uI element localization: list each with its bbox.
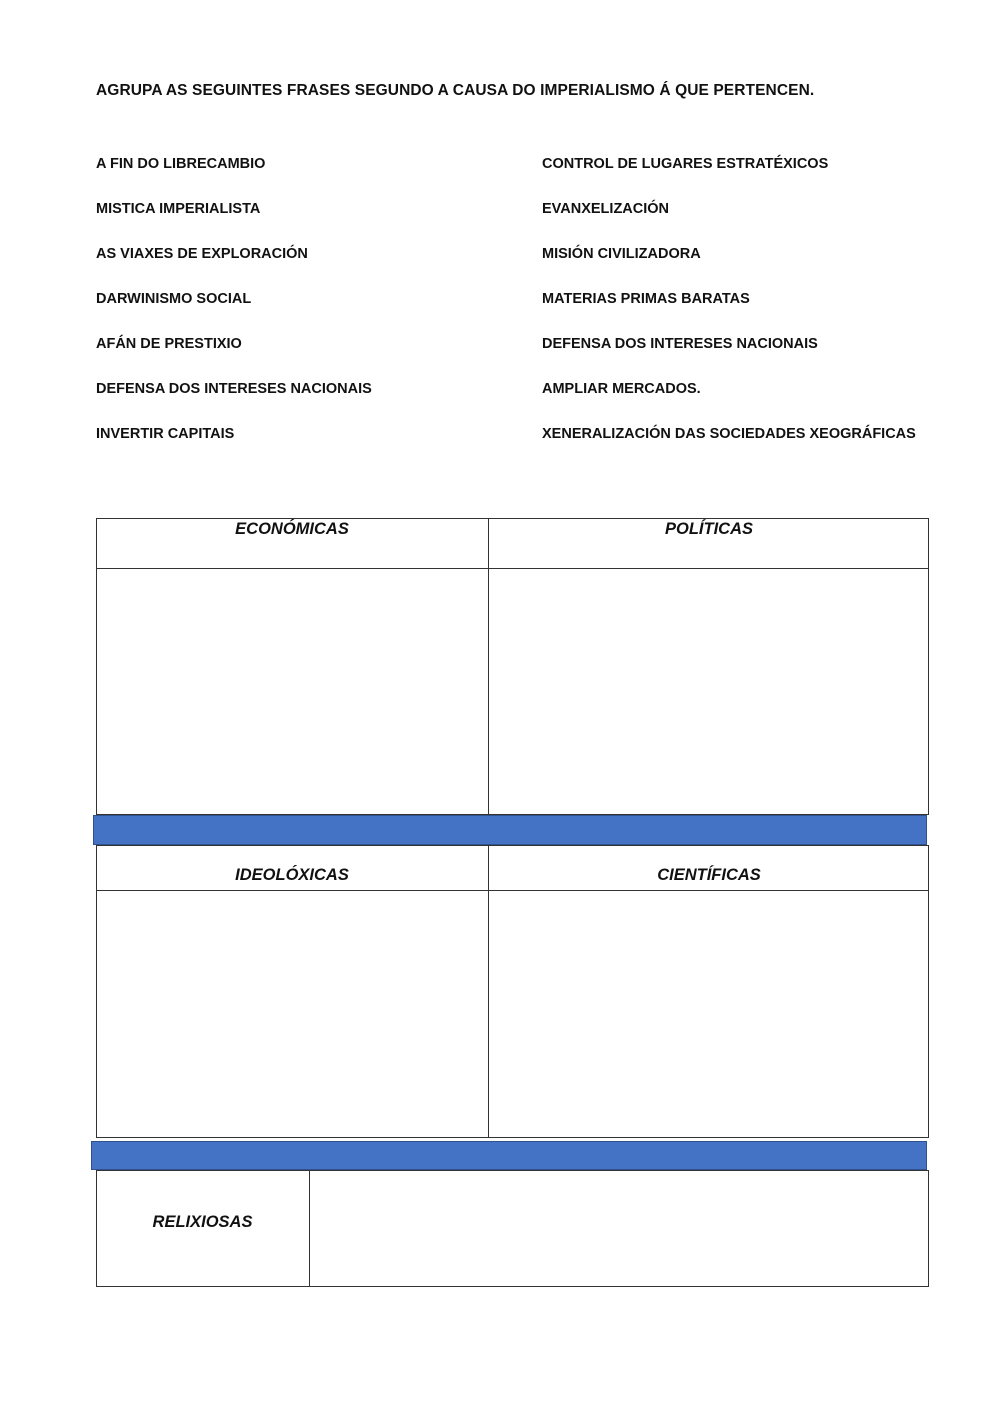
phrase-item[interactable]: CONTROL DE LUGARES ESTRATÉXICOS — [542, 156, 829, 172]
header-cientificas: CIENTÍFICAS — [657, 866, 761, 884]
drop-zone-economicas[interactable] — [97, 569, 487, 814]
phrase-item[interactable]: AMPLIAR MERCADOS. — [542, 381, 701, 397]
phrase-item[interactable]: MISTICA IMPERIALISTA — [96, 201, 261, 217]
header-politicas: POLÍTICAS — [664, 520, 753, 538]
header-economicas: ECONÓMICAS — [235, 520, 349, 538]
header-relixiosas: RELIXIOSAS — [152, 1213, 253, 1231]
header-ideoloxicas: IDEOLÓXICAS — [235, 866, 349, 884]
phrase-item[interactable]: DEFENSA DOS INTERESES NACIONAIS — [96, 381, 372, 397]
drop-zone-cientificas[interactable] — [489, 891, 928, 1137]
phrase-item[interactable]: DEFENSA DOS INTERESES NACIONAIS — [542, 336, 818, 352]
drop-zone-politicas[interactable] — [489, 569, 928, 814]
section-band — [93, 815, 927, 845]
instruction-heading: AGRUPA AS SEGUINTES FRASES SEGUNDO A CAUSA DO IMPERIALISMO Á QUE PERTENCEN. — [96, 82, 815, 99]
phrase-item[interactable]: XENERALIZACIÓN DAS SOCIEDADES XEOGRÁFICAS — [542, 426, 916, 442]
phrase-item[interactable]: AS VIAXES DE EXPLORACIÓN — [96, 246, 308, 262]
phrase-list-right — [542, 154, 916, 469]
phrase-item[interactable]: MISIÓN CIVILIZADORA — [542, 246, 701, 262]
phrase-item[interactable]: MATERIAS PRIMAS BARATAS — [542, 291, 750, 307]
drop-zone-relixiosas[interactable] — [310, 1171, 928, 1286]
phrase-list-left — [96, 154, 372, 469]
phrase-item[interactable]: DARWINISMO SOCIAL — [96, 291, 252, 307]
phrase-item[interactable]: EVANXELIZACIÓN — [542, 201, 670, 217]
phrase-item[interactable]: A FIN DO LIBRECAMBIO — [96, 156, 266, 172]
drop-zone-ideoloxicas[interactable] — [97, 891, 487, 1137]
phrase-item[interactable]: INVERTIR CAPITAIS — [96, 426, 235, 442]
phrase-item[interactable]: AFÁN DE PRESTIXIO — [96, 336, 242, 352]
section-band — [91, 1141, 927, 1170]
